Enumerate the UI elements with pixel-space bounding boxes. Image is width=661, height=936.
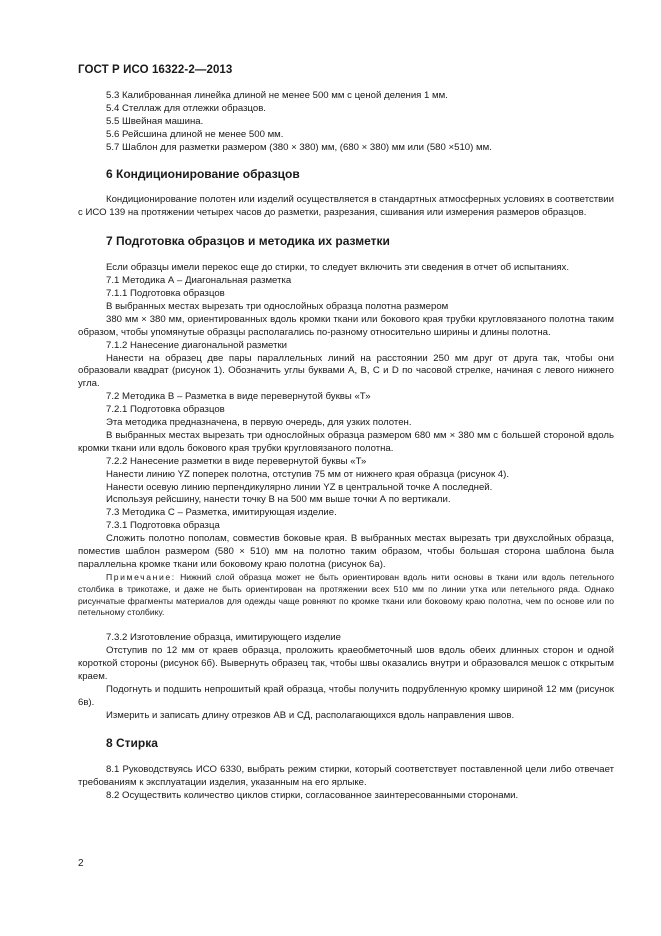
paragraph: Подогнуть и подшить непрошитый край образца, чтобы получить подрубленную кромку шириной 12 мм (рисунок 6в). bbox=[78, 683, 614, 708]
document-header: ГОСТ Р ИСО 16322-2—2013 bbox=[78, 64, 233, 76]
paragraph: Эта методика предназначена, в первую очередь, для узких полотен. bbox=[106, 417, 412, 429]
paragraph: Отступив по 12 мм от краев образца, проложить краеобметочный шов вдоль обеих длинных сторон и одной короткой стороны (рисунок 6б). Вывернуть образец так, чтобы швы оказались внутри и образовался мешок с открытым краем. bbox=[78, 645, 614, 682]
paragraph: Нанести линию YZ поперек полотна, отступив 75 мм от нижнего края образца (рисунок 4). bbox=[106, 468, 510, 480]
subsection-title: 7.3.1 Подготовка образца bbox=[106, 520, 220, 532]
note-text: Нижний слой образца может не быть ориентирован вдоль нити основы в ткани или вдоль петельного столбика в трикотаже, и даже не быть ориентирован на протяжении всех 510 мм по линии утка или петельного ряда. Однако рисунчатые фрагменты материалов для одежды чаще ровняют по кромке ткани или боковому краю полотна, чем по основе или по петельному столбику. bbox=[78, 571, 614, 618]
paragraph: Кондиционирование полотен или изделий осуществляется в стандартных атмосферных условиях в соответствии с ИСО 139 на протяжении четырех часов до разметки, разрезания, сшивания или измерения размеров образцов. bbox=[78, 194, 614, 219]
subsection-title: 7.1 Методика А – Диагональная разметка bbox=[106, 275, 292, 287]
paragraph: Нанести осевую линию перпендикулярно линии YZ в центральной точке А последней. bbox=[106, 481, 493, 493]
note-label: Примечание: bbox=[106, 571, 176, 582]
list-item: 5.3 Калиброванная линейка длиной не менее 500 мм с ценой деления 1 мм. bbox=[106, 90, 448, 101]
list-item: 5.6 Рейсшина длиной не менее 500 мм. bbox=[106, 128, 284, 140]
page-body bbox=[78, 90, 614, 803]
subsection-title: 7.2.2 Нанесение разметки в виде перевернутой буквы «Т» bbox=[106, 455, 367, 467]
subsection-title: 7.1.1 Подготовка образцов bbox=[106, 287, 225, 299]
paragraph: Измерить и записать длину отрезков АВ и СД, располагающихся вдоль направления швов. bbox=[106, 709, 515, 721]
note bbox=[78, 572, 614, 619]
spacer bbox=[78, 619, 614, 632]
subsection-title: 7.3.2 Изготовление образца, имитирующего изделие bbox=[106, 632, 341, 644]
list-item: 5.5 Швейная машина. bbox=[106, 115, 204, 127]
paragraph: Используя рейсшину, нанести точку В на 500 мм выше точки А по вертикали. bbox=[106, 494, 451, 506]
paragraph: 8.2 Осуществить количество циклов стирки, согласованное заинтересованными сторонами. bbox=[106, 790, 519, 802]
paragraph: В выбранных местах вырезать три однослойных образца полотна размером bbox=[106, 300, 449, 312]
list-item: 5.4 Стеллаж для отлежки образцов. bbox=[106, 102, 266, 114]
paragraph: Если образцы имели перекос еще до стирки, то следует включить эти сведения в отчет об испытаниях. bbox=[106, 262, 570, 274]
subsection-title: 7.3 Методика С – Разметка, имитирующая изделие. bbox=[106, 507, 337, 519]
paragraph: 380 мм × 380 мм, ориентированных вдоль кромки ткани или бокового края трубки кругловязаного полотна таким образом, чтобы упомянутые образцы располагались по-разному относительно ширины и длины полотна. bbox=[78, 313, 614, 338]
paragraph: Сложить полотно пополам, совместив боковые края. В выбранных местах вырезать три двухслойных образца, поместив шаблон размером (580 × 510) мм на полотно таким образом, чтобы большая сторона шаблона была параллельна кромке ткани или боковому краю полотна (рисунок 6а). bbox=[78, 533, 614, 570]
paragraph: 8.1 Руководствуясь ИСО 6330, выбрать режим стирки, который соответствует поставленной цели либо отвечает требованиям к эксплуатации изделия, указанным на его ярлыке. bbox=[78, 764, 614, 789]
paragraph: В выбранных местах вырезать три однослойных образца размером 680 мм × 380 мм с большей стороной вдоль кромки ткани или вдоль бокового края трубки кругловязаного полотна. bbox=[78, 429, 614, 454]
subsection-title: 7.2.1 Подготовка образцов bbox=[106, 404, 225, 416]
subsection-title: 7.1.2 Нанесение диагональной разметки bbox=[106, 339, 288, 351]
subsection-title: 7.2 Методика В – Разметка в виде перевернутой буквы «Т» bbox=[106, 391, 371, 403]
section-8-heading: 8 Стирка bbox=[106, 736, 158, 751]
section-6-heading: 6 Кондиционирование образцов bbox=[106, 166, 300, 181]
section-7-heading: 7 Подготовка образцов и методика их разметки bbox=[106, 234, 390, 249]
list-item: 5.7 Шаблон для разметки размером (380 × 380) мм, (680 × 380) мм или (580 ×510) мм. bbox=[106, 141, 492, 153]
page-number: 2 bbox=[78, 858, 84, 869]
paragraph: Нанести на образец две пары параллельных линий на расстоянии 250 мм друг от друга так, чтобы они образовали квадрат (рисунок 1). Обозначить углы буквами А, В, С и D по часовой стрелке, начиная с левого нижнего угла. bbox=[78, 352, 614, 390]
